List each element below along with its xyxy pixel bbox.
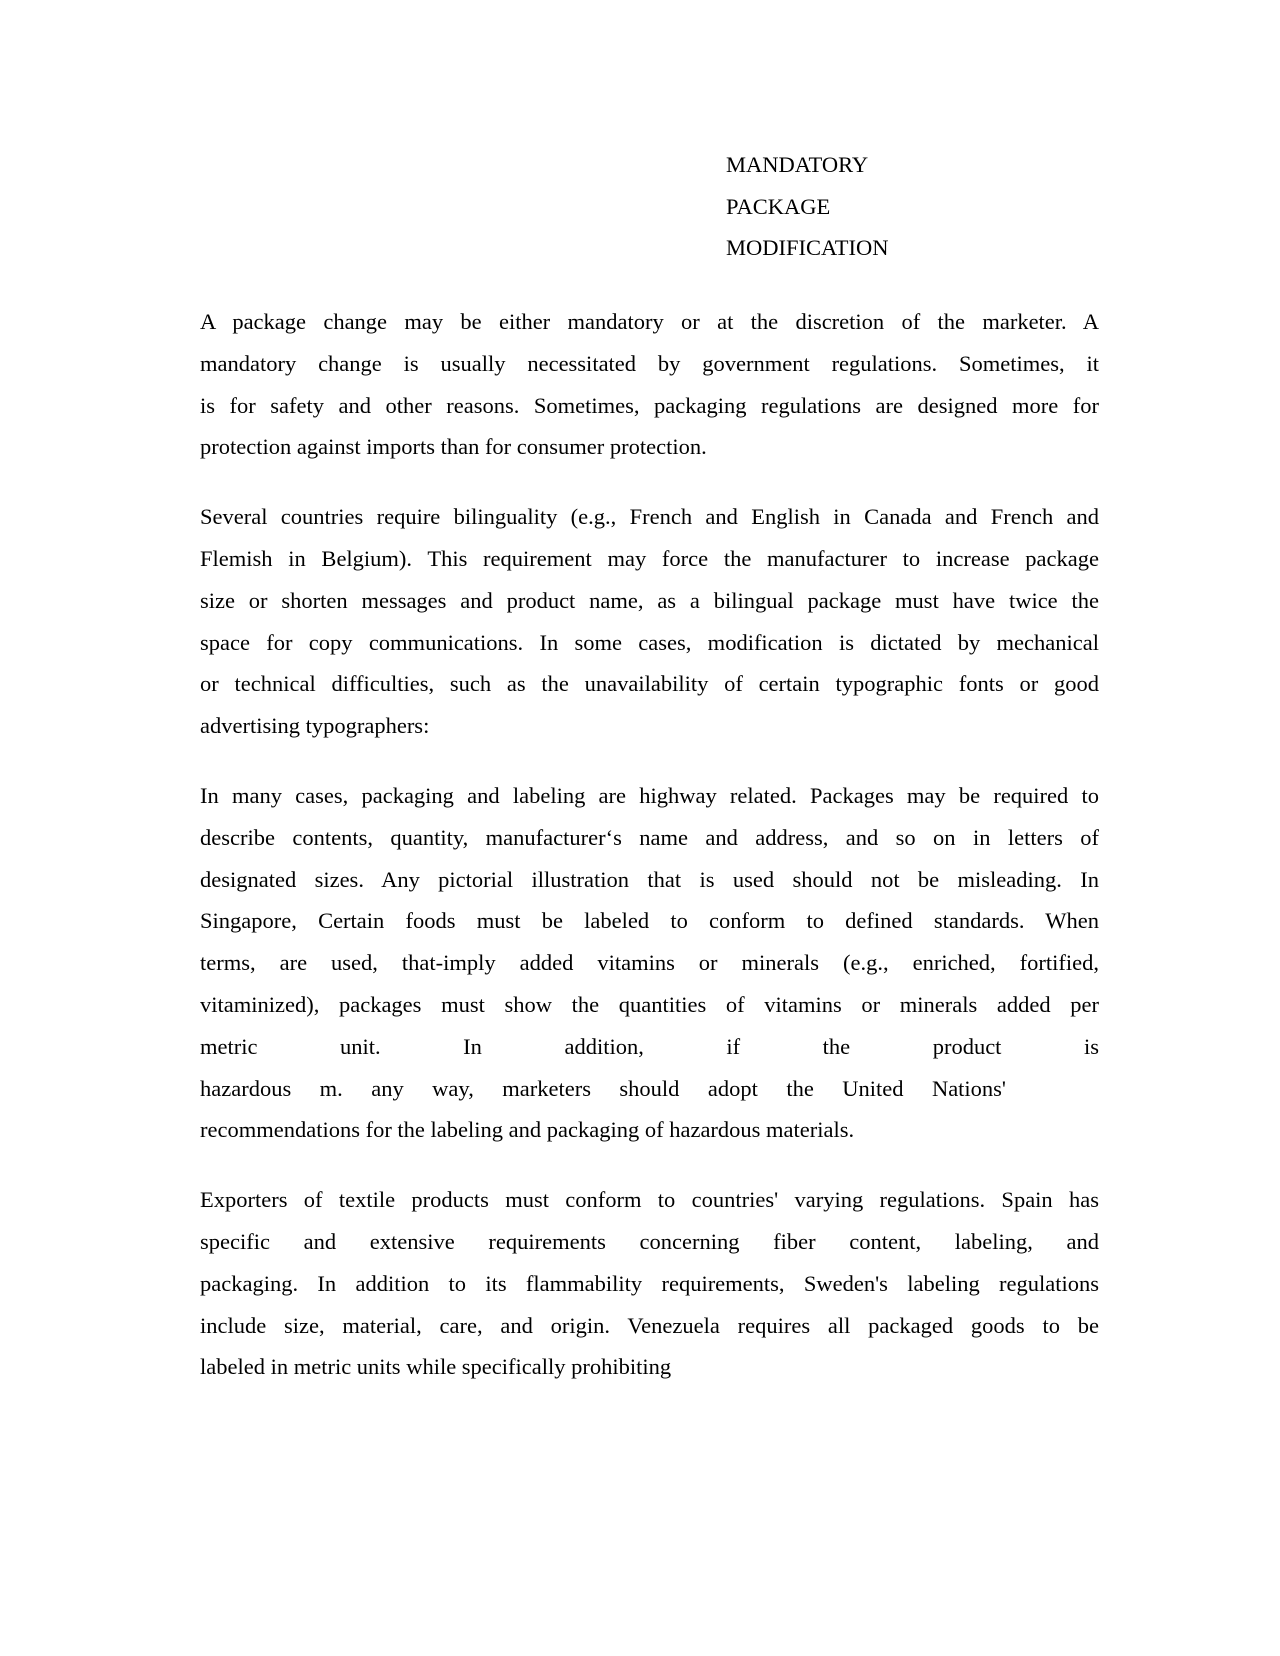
text-line: size or shorten messages and product name, as a bilingual package must have twice the bbox=[200, 587, 1099, 613]
text-line: packaging. In addition to its flammability requirements, Sweden's labeling regulations bbox=[200, 1270, 1099, 1296]
text-line: vitaminized), packages must show the quantities of vitamins or minerals added per bbox=[200, 991, 1099, 1017]
text-line: labeled in metric units while specifically prohibiting bbox=[200, 1354, 672, 1380]
text-line: mandatory change is usually necessitated by government regulations. Sometimes, it bbox=[200, 350, 1099, 376]
text-line: Several countries require bilinguality (e.g., French and English in Canada and French and bbox=[200, 504, 1099, 530]
title-line-2: PACKAGE bbox=[726, 193, 831, 219]
text-line: designated sizes. Any pictorial illustration that is used should not be misleading. In bbox=[200, 866, 1099, 892]
text-line: terms, are used, that-imply added vitamins or minerals (e.g., enriched, fortified, bbox=[200, 950, 1099, 976]
text-line: advertising typographers: bbox=[200, 713, 430, 739]
paragraph-4 bbox=[200, 1179, 1099, 1388]
text-line: A package change may be either mandatory or at the discretion of the marketer. A bbox=[200, 309, 1099, 334]
text-line: describe contents, quantity, manufacturer‘s name and address, and so on in letters of bbox=[200, 824, 1099, 850]
paragraph-3 bbox=[200, 775, 1099, 1151]
paragraph-2 bbox=[200, 496, 1099, 747]
text-line: Flemish in Belgium). This requirement may force the manufacturer to increase package bbox=[200, 545, 1099, 571]
text-line: space for copy communications. In some cases, modification is dictated by mechanical bbox=[200, 629, 1099, 655]
text-line: metric unit. In addition, if the product is bbox=[200, 1033, 1099, 1059]
title-line-3: MODIFICATION bbox=[726, 235, 889, 260]
text-line: recommendations for the labeling and packaging of hazardous materials. bbox=[200, 1117, 855, 1143]
title-line-1: MANDATORY bbox=[726, 152, 869, 177]
paragraph-1 bbox=[200, 301, 1099, 468]
text-line: Singapore, Certain foods must be labeled to conform to defined standards. When bbox=[200, 908, 1099, 934]
text-line: protection against imports than for consumer protection. bbox=[200, 434, 707, 460]
text-line: specific and extensive requirements concerning fiber content, labeling, and bbox=[200, 1228, 1099, 1254]
text-line: Exporters of textile products must conform to countries' varying regulations. Spain has bbox=[200, 1187, 1099, 1213]
text-line: is for safety and other reasons. Sometimes, packaging regulations are designed more for bbox=[200, 392, 1099, 418]
text-line: hazardous m. any way, marketers should adopt the United Nations' bbox=[200, 1075, 1006, 1101]
text-line: include size, material, care, and origin. Venezuela requires all packaged goods to be bbox=[200, 1312, 1099, 1338]
text-line: In many cases, packaging and labeling are highway related. Packages may be required to bbox=[200, 782, 1099, 808]
text-line: or technical difficulties, such as the unavailability of certain typographic fonts or good bbox=[200, 671, 1099, 697]
page-title bbox=[726, 144, 889, 269]
body-text bbox=[200, 301, 1099, 1388]
